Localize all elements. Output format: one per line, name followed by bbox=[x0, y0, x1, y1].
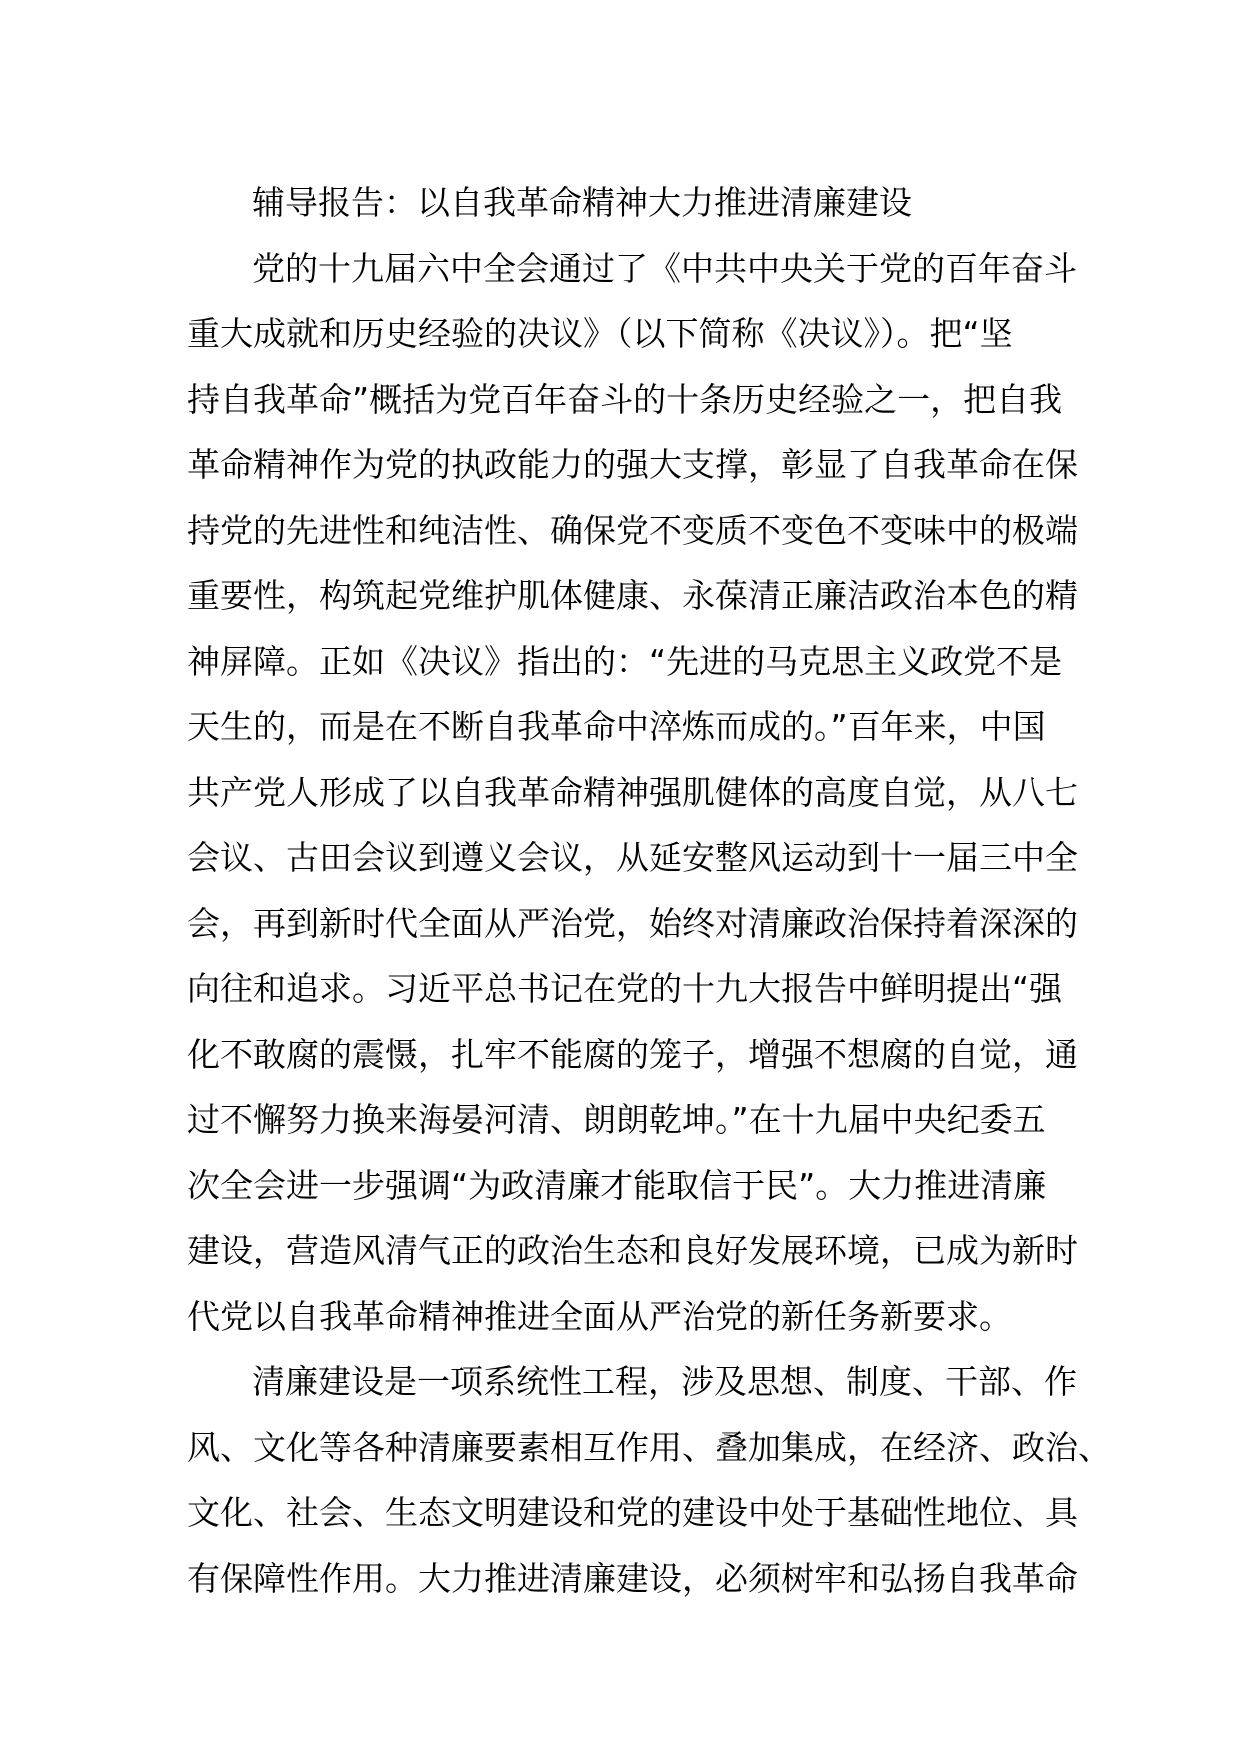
paragraph-line: 革命精神作为党的执政能力的强大支撑，彰显了自我革命在保 bbox=[187, 445, 1078, 484]
paragraph-line: 持自我革命”概括为党百年奋斗的十条历史经验之一，把自我 bbox=[187, 379, 1063, 419]
paragraph-line: 天生的，而是在不断自我革命中淬炼而成的。”百年来，中国 bbox=[187, 707, 1046, 746]
paragraph-line: 清廉建设是一项系统性工程，涉及思想、制度、干部、作 bbox=[252, 1362, 1077, 1401]
paragraph-line: 重大成就和历史经验的决议》（以下简称《决议》）。把“坚 bbox=[187, 314, 1013, 353]
paragraph-line: 党的十九届六中全会通过了《中共中央关于党的百年奋斗 bbox=[252, 248, 1077, 288]
paragraph-2 bbox=[187, 1349, 1111, 1611]
paragraph-line: 有保障性作用。大力推进清廉建设，必须树牢和弘扬自我革命 bbox=[187, 1558, 1078, 1598]
paragraph-line: 文化、社会、生态文明建设和党的建设中处于基础性地位、具 bbox=[187, 1493, 1078, 1532]
paragraph-line: 持党的先进性和纯洁性、确保党不变质不变色不变味中的极端 bbox=[187, 510, 1078, 550]
paragraph-line: 建设，营造风清气正的政治生态和良好发展环境，已成为新时 bbox=[187, 1231, 1078, 1270]
paragraph-1 bbox=[187, 236, 1078, 1350]
document-title: 辅导报告：以自我革命精神大力推进清廉建设 bbox=[252, 183, 912, 222]
paragraph-line: 会议、古田会议到遵义会议，从延安整风运动到十一届三中全 bbox=[187, 838, 1078, 877]
paragraph-line: 向往和追求。习近平总书记在党的十九大报告中鲜明提出“强 bbox=[187, 969, 1063, 1008]
paragraph-line: 重要性，构筑起党维护肌体健康、永葆清正廉洁政治本色的精 bbox=[187, 576, 1078, 615]
paragraph-line: 共产党人形成了以自我革命精神强肌健体的高度自觉，从八七 bbox=[187, 772, 1078, 812]
paragraph-line: 神屏障。正如《决议》指出的：“先进的马克思主义政党不是 bbox=[187, 641, 1063, 681]
paragraph-line: 次全会进一步强调“为政清廉才能取信于民”。大力推进清廉 bbox=[187, 1165, 1047, 1205]
paragraph-line: 会，再到新时代全面从严治党，始终对清廉政治保持着深深的 bbox=[187, 903, 1078, 943]
paragraph-line: 风、文化等各种清廉要素相互作用、叠加集成，在经济、政治、 bbox=[187, 1427, 1111, 1467]
document-body bbox=[187, 170, 1111, 1611]
paragraph-line: 过不懈努力换来海晏河清、朗朗乾坤。”在十九届中央纪委五 bbox=[187, 1100, 1046, 1139]
paragraph-line: 代党以自我革命精神推进全面从严治党的新任务新要求。 bbox=[187, 1296, 1012, 1336]
paragraph-line: 化不敢腐的震慑，扎牢不能腐的笼子，增强不想腐的自觉，通 bbox=[187, 1034, 1078, 1074]
